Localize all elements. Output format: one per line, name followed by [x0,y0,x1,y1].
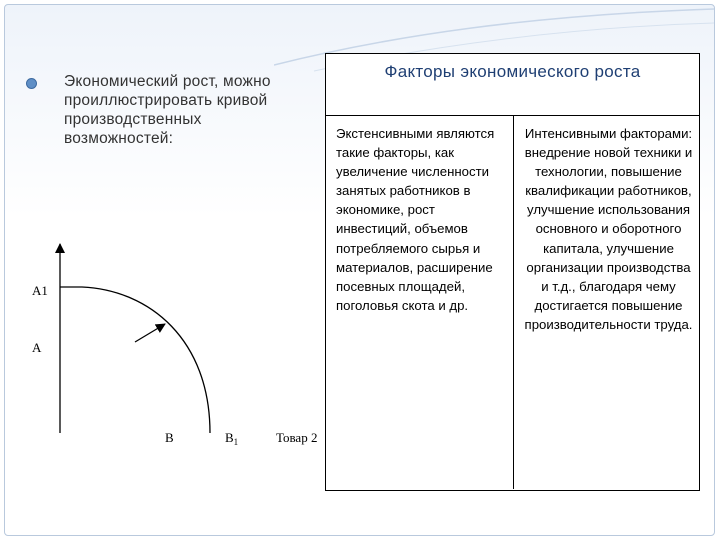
intensive-factors-cell [514,116,699,489]
growth-arrow [135,324,165,342]
label-b: B [165,430,174,445]
table-header: Факторы экономического роста [326,54,699,116]
extensive-factors-text: Экстенсивными являются такие факторы, как увеличение численности занятых работников в экономике, рост инвестиций, объемов потребляемого сырья и материалов, расширение посевных площадей, поголовья скота и др. [336,126,495,313]
factors-table [325,53,700,491]
ppf-curve [60,287,210,433]
bullet-text: Экономический рост, можно проиллюстрировать кривой производственных возможностей: [64,73,271,147]
label-a: A [32,340,42,355]
extensive-factors-cell [326,116,514,489]
label-b1 [225,430,238,447]
label-x-axis: Товар 2 [276,430,318,445]
intensive-factors-text: Интенсивными факторами: внедрение новой техники и технологии, повышение квалификации работников, улучшение использования основного и оборотного капитала, улучшение организации производства и т.д., благодаря чему достигается повышение производительности труда. [524,126,693,332]
label-b1-base: B [225,430,234,445]
label-a1: A1 [32,283,48,298]
label-b1-sub: 1 [233,437,239,447]
table-body [326,116,699,489]
